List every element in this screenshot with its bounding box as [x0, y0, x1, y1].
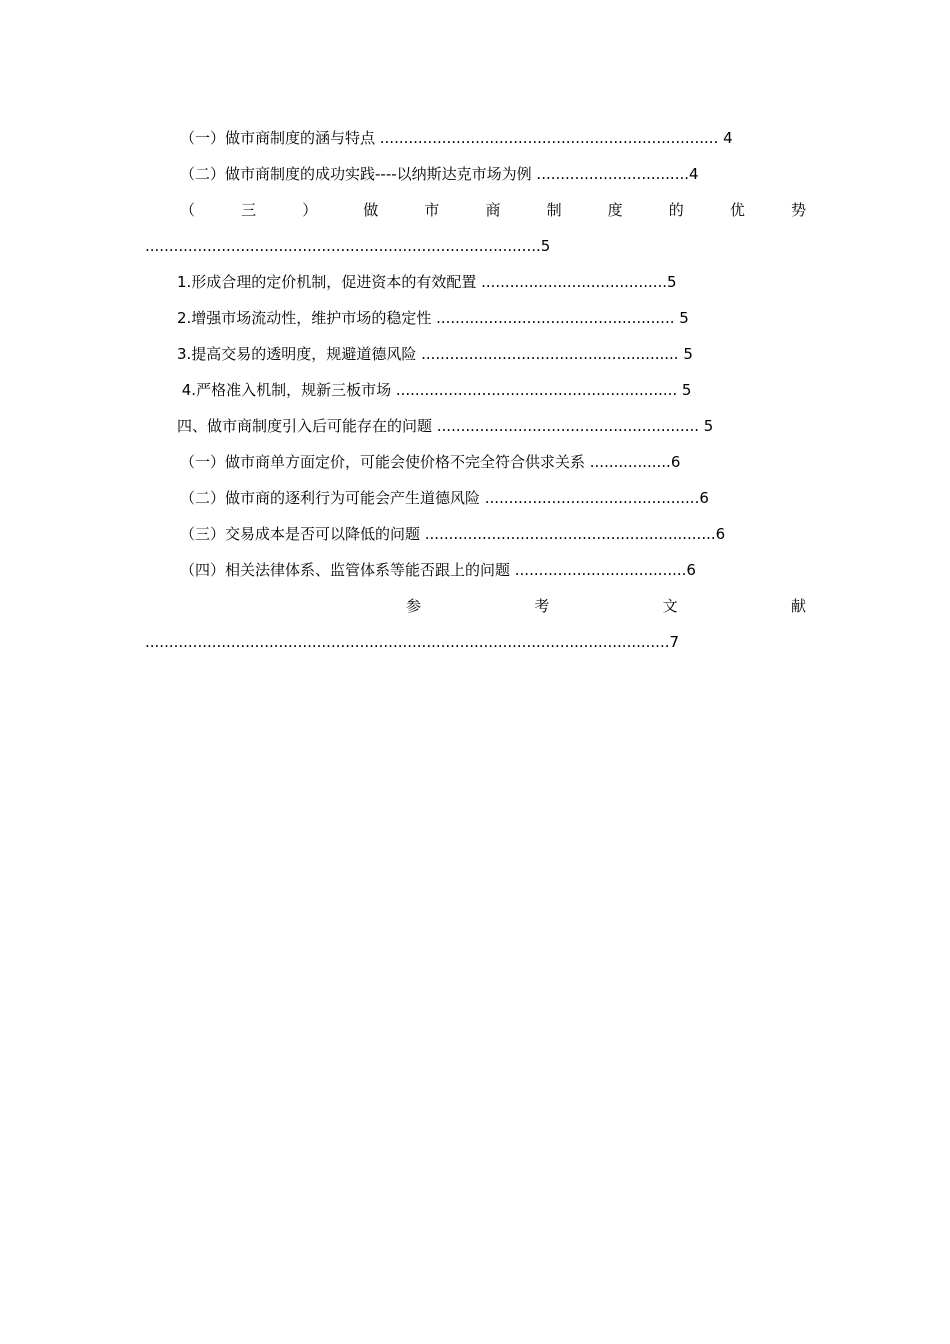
- toc-leader: ...................................................................................5: [145, 237, 551, 255]
- toc-entry: （二）做市商的逐利行为可能会产生道德风险 .............................................6: [180, 489, 709, 507]
- toc-entry: （一）做市商单方面定价，可能会使价格不完全符合供求关系 .................6: [180, 453, 681, 471]
- toc-char: 势: [790, 201, 806, 219]
- toc-entry: （一）做市商制度的涵与特点 ....................................................................... 4: [180, 129, 733, 147]
- toc-char: 市: [424, 201, 440, 219]
- toc-char: 商: [485, 201, 501, 219]
- toc-char: 文: [662, 597, 678, 615]
- toc-entry-spread-heading: [180, 200, 806, 220]
- toc-entry: （三）交易成本是否可以降低的问题 .............................................................6: [180, 525, 726, 543]
- toc-entry: 3.提高交易的透明度，规避道德风险 ...................................................... 5: [177, 345, 693, 363]
- toc-char: ）: [302, 201, 318, 219]
- toc-char: 的: [668, 201, 684, 219]
- toc-char: 参: [406, 597, 422, 615]
- toc-char: 制: [546, 201, 562, 219]
- toc-char: 三: [241, 201, 257, 219]
- toc-entry-references: [406, 596, 806, 616]
- toc-entry: 4.严格准入机制，规新三板市场 ........................................................... 5: [177, 381, 692, 399]
- toc-char: 献: [790, 597, 806, 615]
- toc-entry: 2.增强市场流动性，维护市场的稳定性 .................................................. 5: [177, 309, 689, 327]
- toc-leader: ..............................................................................................................7: [145, 633, 680, 651]
- toc-entry: 1.形成合理的定价机制，促进资本的有效配置 .......................................5: [177, 273, 677, 291]
- toc-entry: 四、做市商制度引入后可能存在的问题 ....................................................... 5: [177, 417, 714, 435]
- toc-entry: （四）相关法律体系、监管体系等能否跟上的问题 ....................................6: [180, 561, 696, 579]
- toc-char: 做: [363, 201, 379, 219]
- toc-char: 优: [729, 201, 745, 219]
- toc-entry: （二）做市商制度的成功实践----以纳斯达克市场为例 ................................4: [180, 165, 699, 183]
- toc-char: （: [180, 201, 196, 219]
- toc-char: 考: [534, 597, 550, 615]
- toc-char: 度: [607, 201, 623, 219]
